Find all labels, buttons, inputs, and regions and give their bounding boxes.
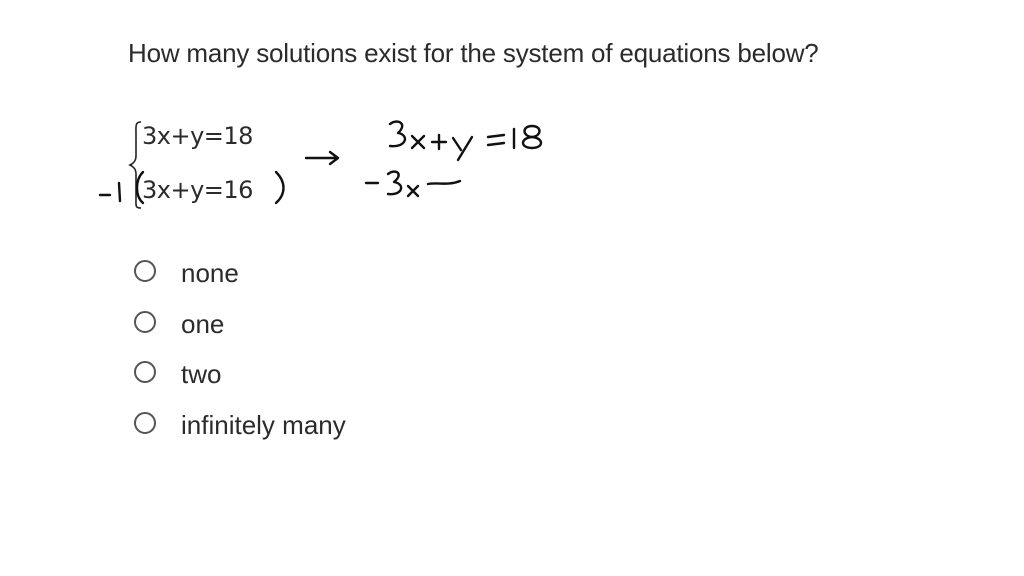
ink-y: [453, 137, 472, 160]
ink-3: [390, 122, 405, 147]
equation-system: [128, 112, 308, 212]
radio-button[interactable]: [134, 412, 156, 434]
option-label: one: [181, 308, 225, 339]
option-label: none: [181, 258, 239, 288]
equation-1: 3x+y=18: [142, 122, 253, 150]
ink-minus-b: [428, 181, 460, 184]
ink-plus: [432, 135, 446, 149]
ink-x: [412, 136, 424, 148]
radio-button[interactable]: [134, 311, 156, 333]
ink-3b: [388, 172, 401, 195]
equation-2: 3x+y=16: [142, 176, 253, 204]
arrow-icon: [306, 152, 338, 164]
ink-8: [523, 126, 541, 148]
ink-minus-one: [100, 183, 120, 201]
option-label: infinitely many: [181, 409, 346, 440]
ink-equals: [488, 135, 504, 145]
option-label: two: [181, 359, 222, 389]
question-text: How many solutions exist for the system of equations below?: [128, 38, 819, 68]
radio-button[interactable]: [134, 361, 156, 383]
radio-button[interactable]: [134, 260, 156, 282]
ink-xb: [408, 186, 418, 196]
